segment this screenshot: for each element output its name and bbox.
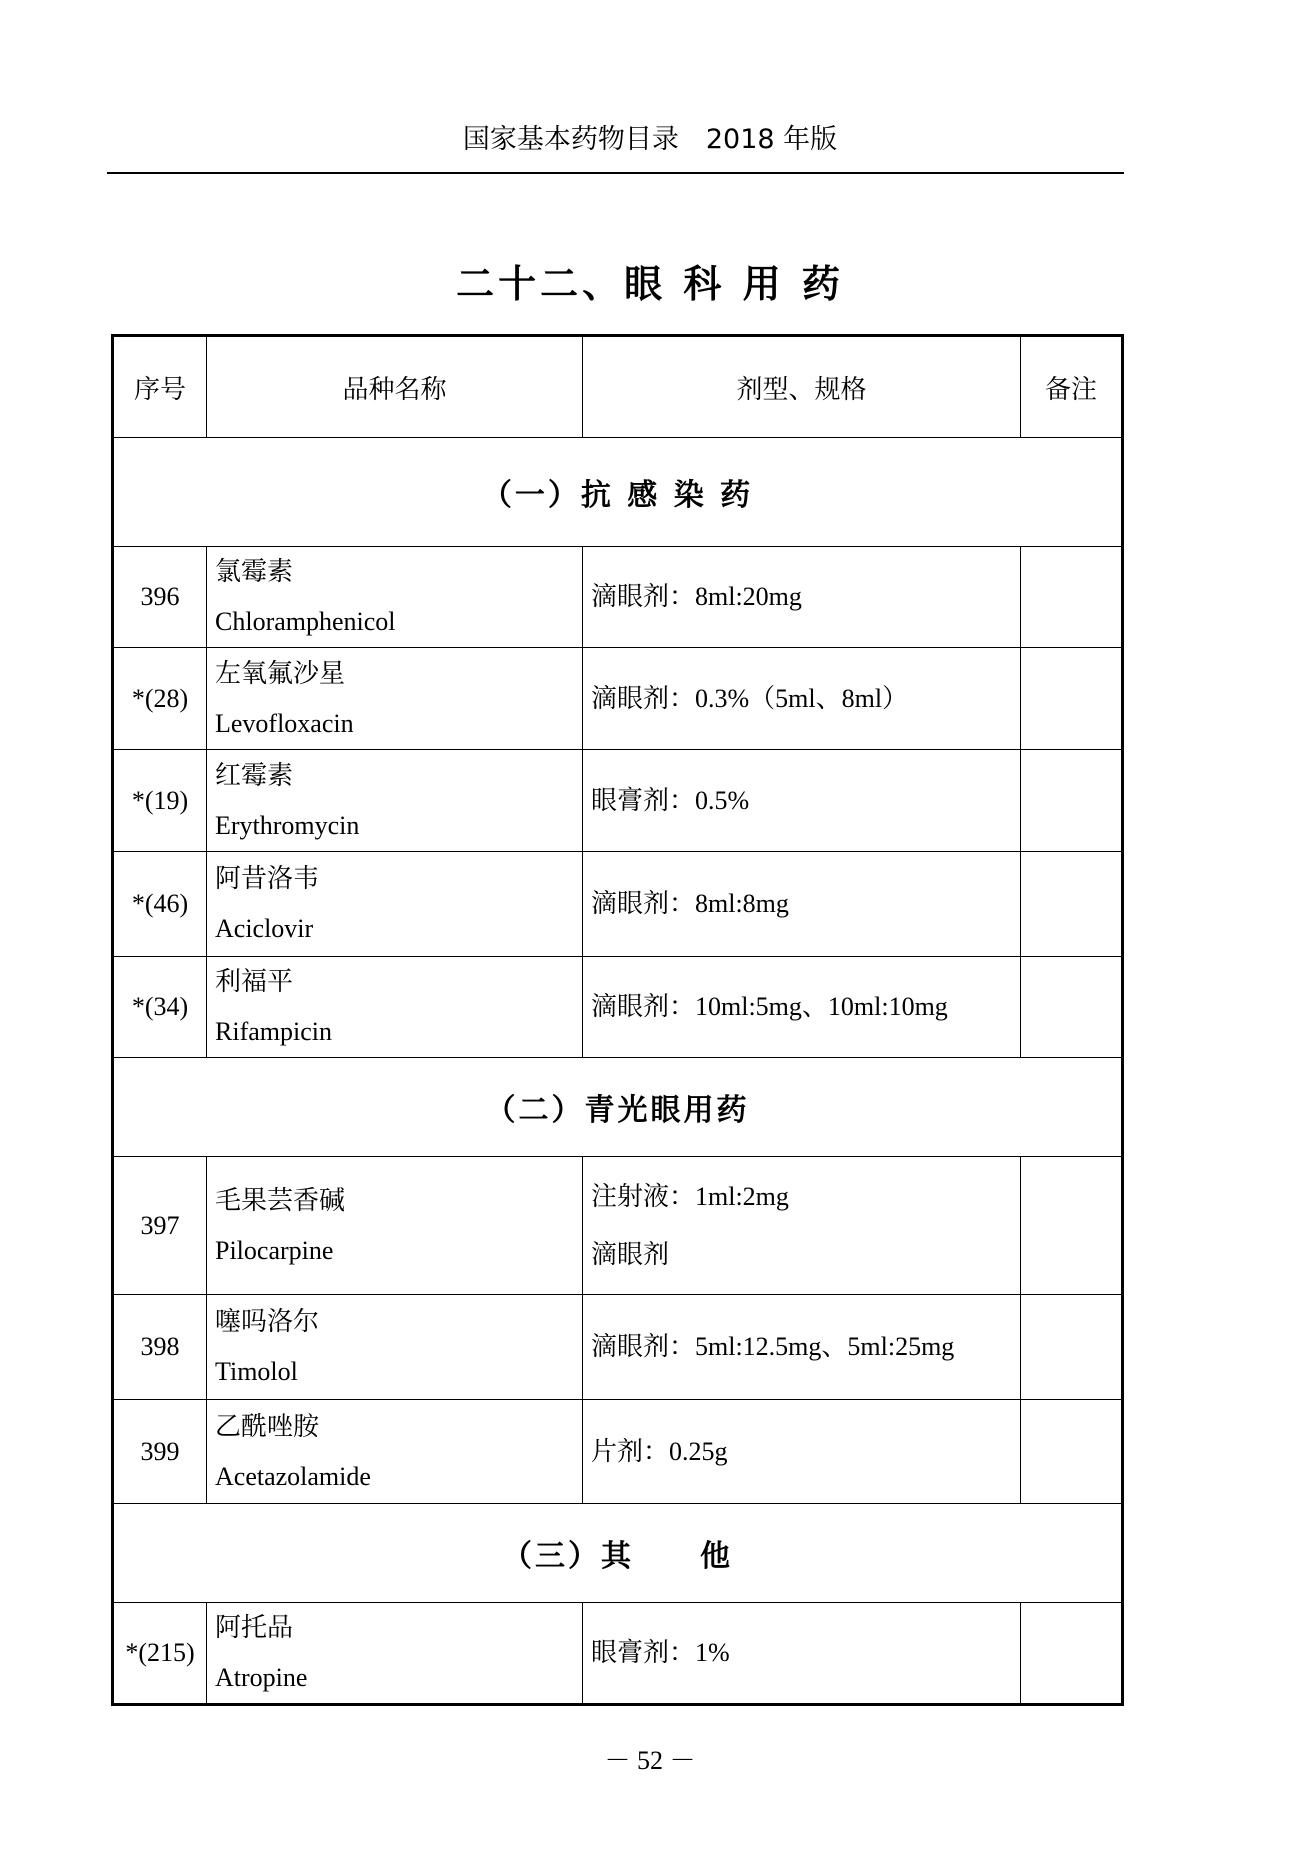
table-row xyxy=(113,750,1123,852)
row-number: 399 xyxy=(113,1400,207,1504)
column-header-note: 备注 xyxy=(1021,336,1123,438)
note-cell xyxy=(1021,648,1123,750)
drug-name-cn: 阿昔洛韦 xyxy=(215,864,320,894)
table-row xyxy=(113,1295,1123,1400)
spec-cell xyxy=(583,1295,1021,1400)
drug-name-cell xyxy=(207,648,583,750)
section-row xyxy=(113,438,1123,547)
spec-line: 眼膏剂：1% xyxy=(591,1638,730,1667)
table-row xyxy=(113,1603,1123,1705)
section-title: （二）青光眼用药 xyxy=(113,1058,1123,1157)
note-cell xyxy=(1021,852,1123,957)
spec-cell xyxy=(583,1603,1021,1705)
drug-name-cell xyxy=(207,1295,583,1400)
note-cell xyxy=(1021,750,1123,852)
note-cell xyxy=(1021,1157,1123,1295)
row-number: *(215) xyxy=(113,1603,207,1705)
drug-name-cell xyxy=(207,957,583,1058)
spec-cell xyxy=(583,957,1021,1058)
note-cell xyxy=(1021,1295,1123,1400)
spec-cell xyxy=(583,648,1021,750)
section-row xyxy=(113,1504,1123,1603)
drug-name-en: Rifampicin xyxy=(215,1017,332,1046)
drug-name-cell xyxy=(207,750,583,852)
drug-name-en: Pilocarpine xyxy=(215,1235,334,1265)
drug-name-cn: 红霉素 xyxy=(215,760,294,791)
drug-name-cn: 阿托品 xyxy=(215,1613,294,1643)
drug-name-cell xyxy=(207,1400,583,1504)
drug-name-en: Chloramphenicol xyxy=(215,607,396,636)
note-cell xyxy=(1021,1603,1123,1705)
drug-table xyxy=(111,334,1124,1706)
section-title: （一）抗 感 染 药 xyxy=(113,438,1123,547)
row-number: 397 xyxy=(113,1157,207,1295)
table-row xyxy=(113,1400,1123,1504)
spec-line: 眼膏剂：0.5% xyxy=(591,785,750,815)
drug-name-cell xyxy=(207,1603,583,1705)
spec-line: 滴眼剂：5ml:12.5mg、5ml:25mg xyxy=(591,1332,955,1361)
header-rule xyxy=(107,172,1124,174)
running-header: 国家基本药物目录 2018 年版 xyxy=(462,124,838,155)
spec-line: 滴眼剂：0.3%（5ml、8ml） xyxy=(591,683,909,713)
table-row xyxy=(113,852,1123,957)
drug-name-cell xyxy=(207,852,583,957)
table-row xyxy=(113,957,1123,1058)
spec-line: 滴眼剂 xyxy=(591,1239,670,1269)
row-number: *(34) xyxy=(113,957,207,1058)
row-number: *(28) xyxy=(113,648,207,750)
row-number: 396 xyxy=(113,547,207,648)
spec-line: 注射液：1ml:2mg xyxy=(591,1181,789,1211)
drug-name-cn: 乙酰唑胺 xyxy=(215,1411,320,1442)
chapter-title: 二十二、眼 科 用 药 xyxy=(456,262,844,306)
section-row xyxy=(113,1058,1123,1157)
spec-cell xyxy=(583,1400,1021,1504)
drug-name-en: Timolol xyxy=(215,1357,298,1386)
table-row xyxy=(113,648,1123,750)
drug-name-en: Atropine xyxy=(215,1663,308,1692)
row-number: *(46) xyxy=(113,852,207,957)
spec-line: 片剂：0.25g xyxy=(591,1436,728,1466)
drug-name-en: Acetazolamide xyxy=(215,1461,371,1491)
drug-name-cn: 利福平 xyxy=(215,967,294,997)
spec-line: 滴眼剂：8ml:8mg xyxy=(591,889,789,918)
row-number: 398 xyxy=(113,1295,207,1400)
drug-name-cn: 毛果芸香碱 xyxy=(215,1185,346,1216)
drug-name-en: Aciclovir xyxy=(215,914,314,943)
drug-name-cn: 氯霉素 xyxy=(215,557,294,587)
spec-cell xyxy=(583,547,1021,648)
drug-name-cn: 噻吗洛尔 xyxy=(215,1307,320,1337)
column-header-no: 序号 xyxy=(113,336,207,438)
spec-cell xyxy=(583,852,1021,957)
page-number: － 52 － xyxy=(604,1746,696,1775)
column-header-spec: 剂型、规格 xyxy=(583,336,1021,438)
drug-name-en: Levofloxacin xyxy=(215,708,354,738)
note-cell xyxy=(1021,547,1123,648)
drug-name-cn: 左氧氟沙星 xyxy=(215,658,346,689)
note-cell xyxy=(1021,1400,1123,1504)
drug-name-en: Erythromycin xyxy=(215,810,360,840)
row-number: *(19) xyxy=(113,750,207,852)
table-row xyxy=(113,547,1123,648)
spec-line: 滴眼剂：10ml:5mg、10ml:10mg xyxy=(591,992,948,1021)
drug-name-cell xyxy=(207,1157,583,1295)
column-header-name: 品种名称 xyxy=(207,336,583,438)
note-cell xyxy=(1021,957,1123,1058)
spec-line: 滴眼剂：8ml:20mg xyxy=(591,582,802,611)
table-row xyxy=(113,1157,1123,1295)
table-header-row xyxy=(113,336,1123,438)
spec-cell xyxy=(583,750,1021,852)
section-title: （三）其 他 xyxy=(113,1504,1123,1603)
drug-name-cell xyxy=(207,547,583,648)
spec-cell xyxy=(583,1157,1021,1295)
